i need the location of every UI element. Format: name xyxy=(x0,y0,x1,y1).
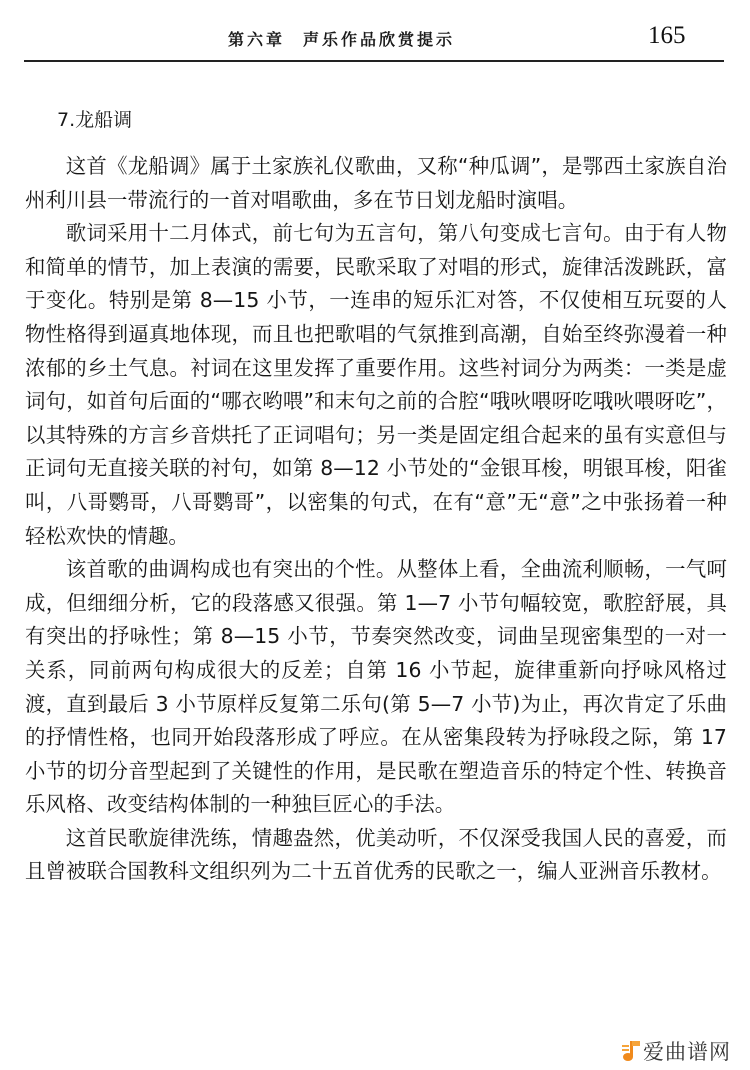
paragraph: 这首《龙船调》属于土家族礼仪歌曲，又称“种瓜调”，是鄂西土家族自治州利川县一带流行的一首对唱歌曲，多在节日划龙船时演唱。 xyxy=(25,154,727,212)
page-number: 165 xyxy=(648,22,686,49)
paragraph: 这首民歌旋律洗练，情趣盎然，优美动听，不仅深受我国人民的喜爱，而且曾被联合国教科文组织列为二十五首优秀的民歌之一，编人亚洲音乐教材。 xyxy=(25,825,727,884)
music-note-icon xyxy=(622,1040,640,1062)
page-header xyxy=(0,0,750,62)
watermark-text: 爱曲谱网 xyxy=(643,1040,731,1064)
body-text xyxy=(25,150,727,889)
running-head xyxy=(228,27,455,50)
chapter-label: 第六章 xyxy=(228,30,286,49)
watermark xyxy=(622,1036,731,1066)
paragraph: 该首歌的曲调构成也有突出的个性。从整体上看，全曲流利顺畅，一气呵成，但细细分析，它的段落感又很强。第 1—7 小节句幅较宽，歌腔舒展，具有突出的抒咏性；第 8—15 小节，节奏突然改变，词曲呈现密集型的一对一关系，同前两句构成很大的反差；自第 16 小节起，旋律重新向抒咏风格过渡，直到最后 3 小节原样反复第二乐句(第 5—7 小节)为止，再次肯定了乐曲的抒情性格，也同开始段落形成了呼应。在从密集段转为抒咏段之际，第 17 小节的切分音型起到了关键性的作用，是民歌在塑造音乐的特定个性、转换音乐风格、改变结构体制的一种独巨匠心的手法。 xyxy=(25,557,727,817)
header-divider xyxy=(24,60,724,62)
section-title: 7.龙船调 xyxy=(57,109,133,131)
chapter-title: 声乐作品欣赏提示 xyxy=(303,30,456,49)
paragraph: 歌词采用十二月体式，前七句为五言句，第八句变成七言句。由于有人物和简单的情节，加上表演的需要，民歌采取了对唱的形式，旋律活泼跳跃，富于变化。特别是第 8—15 小节，一连串的短乐汇对答，不仅使相互玩耍的人物性格得到逼真地体现，而且也把歌唱的气氛推到高潮，自始至终弥漫着一种浓郁的乡土气息。衬词在这里发挥了重要作用。这些衬词分为两类：一类是虚词句，如首句后面的“哪衣哟喂”和末句之前的合腔“哦吙喂呀吃哦吙喂呀吃”，以其特殊的方言乡音烘托了正词唱句；另一类是固定组合起来的虽有实意但与正词句无直接关联的衬句，如第 8—12 小节处的“金银耳梭，明银耳梭，阳雀叫，八哥鹦哥，八哥鹦哥”，以密集的句式，在有“意”无“意”之中张扬着一种轻松欢快的情趣。 xyxy=(25,221,727,548)
